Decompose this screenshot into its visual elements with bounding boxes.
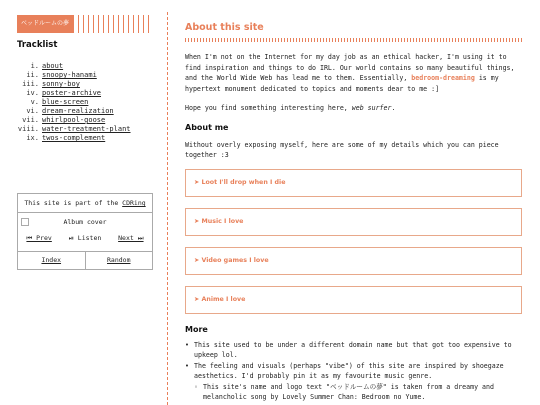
details-anime[interactable]: ➤ Anime I love: [185, 286, 522, 314]
tracklist-link-dream-realization[interactable]: dream-realization: [42, 107, 114, 115]
intro-paragraph: [185, 52, 522, 94]
next-button[interactable]: Next ⏭: [118, 234, 144, 242]
random-link[interactable]: Random: [85, 252, 153, 269]
about-heading: About me: [185, 122, 229, 132]
track-number: iii.: [22, 80, 39, 88]
listen-button[interactable]: ⏯ Listen: [68, 234, 102, 242]
track-number: ix.: [26, 134, 39, 142]
about-text: Without overly exposing myself, here are some of my details which you can piece together :3: [185, 140, 499, 159]
hope-text-2: .: [391, 104, 396, 112]
webring-header: [18, 194, 152, 213]
prev-button[interactable]: ⏮ Prev: [26, 234, 52, 242]
tracklist-item: [17, 71, 151, 80]
tracklist-item: [17, 107, 151, 116]
more-sublist: [194, 382, 522, 403]
track-number: vii.: [22, 116, 39, 124]
more-list: [185, 340, 522, 403]
tracklist-link-snoopy-hanami[interactable]: snoopy-hanami: [42, 71, 97, 79]
webring-footer: [18, 252, 152, 269]
logo-text: ベッドルームの夢: [17, 15, 73, 33]
player-controls: [18, 234, 152, 243]
title-underline: [185, 38, 522, 42]
tracklist-item: [17, 80, 151, 89]
tracklist-link-whirlpool-goose[interactable]: whirlpool-goose: [42, 116, 106, 124]
page-title: About this site: [185, 22, 264, 33]
list-item: [194, 361, 522, 403]
details-music[interactable]: ➤ Music I love: [185, 208, 522, 236]
column-divider: [167, 12, 168, 405]
list-item: • This site used to be under a different domain name but that got too expensive to upkeep lol.: [194, 340, 522, 361]
tracklist-link-twos-complement[interactable]: twos-complement: [42, 134, 106, 142]
webring-link[interactable]: CDRing: [122, 199, 146, 207]
tracklist-link-sonny-boy[interactable]: sonny-boy: [42, 80, 80, 88]
logo-stripes: [73, 15, 151, 33]
webring-widget: [17, 193, 153, 270]
list-item-text: The feeling and visuals (perhaps "vibe") of this site are inspired by shoegaze aesthetics. I'd probably pin it as my favourite music genre.: [194, 361, 504, 380]
tracklist-item: [17, 116, 151, 125]
track-number: iv.: [26, 89, 39, 97]
sub-list-item: ◦ This site's name and logo text "ベッドルームの夢" is taken from a dreamy and melancholic song by Lovely Summer Chan: Bedroom no Yume.: [203, 382, 522, 403]
tracklist-link-about[interactable]: about: [42, 62, 64, 70]
webring-player: [18, 213, 152, 252]
sidebar: [17, 15, 151, 264]
tracklist-heading: Tracklist: [17, 40, 58, 50]
tracklist-item: [17, 98, 151, 107]
main-content: [185, 22, 522, 403]
track-number: ii.: [26, 71, 39, 79]
webring-intro: This site is part of the: [24, 199, 119, 207]
track-number: v.: [30, 98, 39, 106]
tracklist-link-blue-screen[interactable]: blue-screen: [42, 98, 89, 106]
tracklist: [17, 62, 151, 143]
index-link[interactable]: Index: [41, 256, 62, 264]
tracklist-item: [17, 134, 151, 143]
intro-text-1: When I'm not on the Internet for my day job as an ethical hacker, I'm using it to find inspiration and things to do IRL. Our world contains so many beautiful things, and the World Wide Web has lead me to them. Essentially,: [185, 53, 515, 82]
hope-emphasis: web surfer: [351, 104, 392, 112]
site-name-highlight: bedroom-dreaming: [411, 74, 475, 82]
intro-text-2: is my hypertext monument dedicated to topics and moments dear to me :]: [185, 74, 499, 93]
tracklist-link-water-treatment-plant[interactable]: water-treatment-plant: [42, 125, 131, 133]
details-list: [185, 169, 522, 314]
more-heading: More: [185, 324, 208, 334]
hope-text-1: Hope you find something interesting here,: [185, 104, 348, 112]
hope-paragraph: [185, 103, 522, 114]
site-logo[interactable]: [17, 15, 151, 33]
track-number: i.: [30, 62, 39, 70]
tracklist-item: [17, 62, 151, 71]
album-cover-alt: Album cover: [63, 218, 107, 226]
track-number: viii.: [17, 125, 39, 133]
tracklist-link-poster-archive[interactable]: poster-archive: [42, 89, 102, 97]
details-loot[interactable]: ➤ Loot I'll drop when I die: [185, 169, 522, 197]
track-number: vi.: [26, 107, 39, 115]
details-video-games[interactable]: ➤ Video games I love: [185, 247, 522, 275]
tracklist-item: [17, 125, 151, 134]
tracklist-item: [17, 89, 151, 98]
